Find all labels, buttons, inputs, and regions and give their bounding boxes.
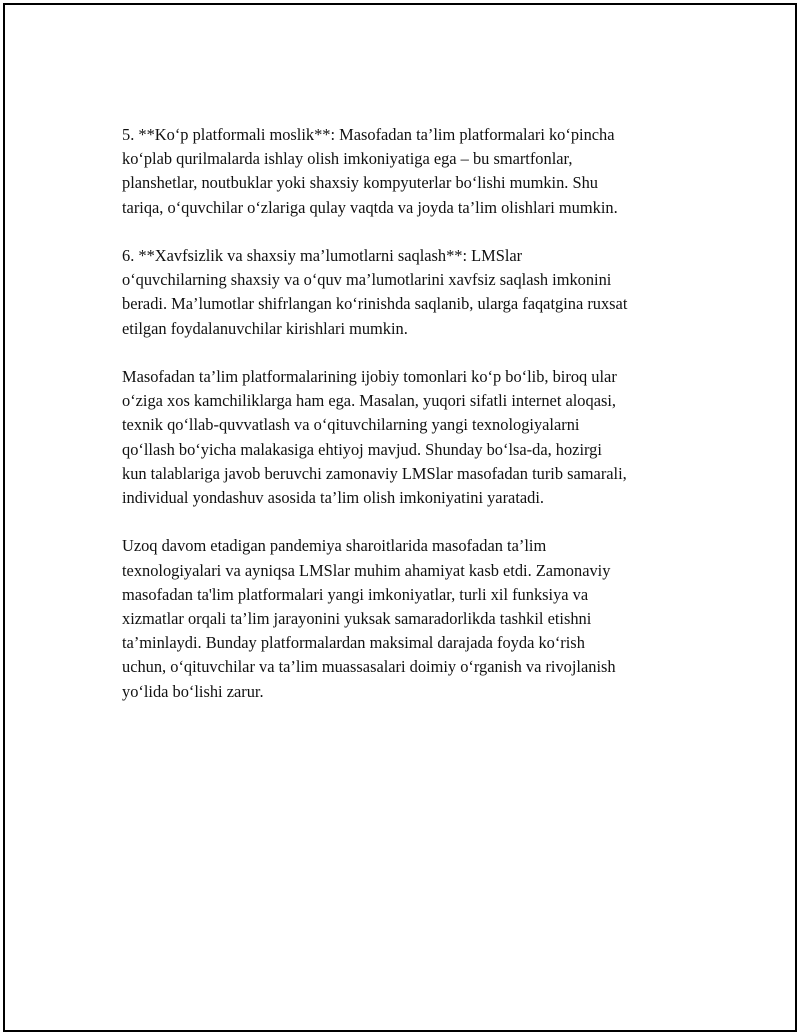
text-line: yo‘lida bo‘lishi zarur. xyxy=(122,681,264,701)
text-line: qo‘llash bo‘yicha malakasiga ehtiyoj mavjud. Shunday bo‘lsa-da, hozirgi xyxy=(122,439,602,459)
text-line: kun talablariga javob beruvchi zamonaviy LMSlar masofadan turib samarali, xyxy=(122,463,627,483)
text-line: ko‘plab qurilmalarda ishlay olish imkoniyatiga ega – bu smartfonlar, xyxy=(122,149,573,169)
text-line: Uzoq davom etadigan pandemiya sharoitlarida masofadan ta’lim xyxy=(122,536,547,556)
text-line: beradi. Ma’lumotlar shifrlangan ko‘rinishda saqlanib, ularga faqatgina ruxsat xyxy=(122,294,628,314)
text-line: planshetlar, noutbuklar yoki shaxsiy kompyuterlar bo‘lishi mumkin. Shu xyxy=(122,173,598,193)
text-line: o‘quvchilarning shaxsiy va o‘quv ma’lumotlarini xavfsiz saqlash imkonini xyxy=(122,270,612,290)
page-frame xyxy=(3,3,797,1032)
text-line: Masofadan ta’lim platformalarining ijobiy tomonlari ko‘p bo‘lib, biroq ular xyxy=(122,367,617,386)
text-line: 5. **Ko‘p platformali moslik**: Masofadan ta’lim platformalari ko‘pincha xyxy=(122,125,615,144)
page-body xyxy=(122,123,702,728)
paragraph-platform-compatibility xyxy=(122,123,702,220)
text-line: individual yondashuv asosida ta’lim olish imkoniyatini yaratadi. xyxy=(122,488,544,508)
text-line: tariqa, o‘quvchilar o‘zlariga qulay vaqtda va joyda ta’lim olishlari mumkin. xyxy=(122,197,618,217)
text-line: texnologiyalari va ayniqsa LMSlar muhim ahamiyat kasb etdi. Zamonaviy xyxy=(122,560,611,580)
text-line: masofadan ta'lim platformalari yangi imkoniyatlar, turli xil funksiya va xyxy=(122,584,589,604)
paragraph-conclusion xyxy=(122,534,702,703)
paragraph-security-privacy xyxy=(122,244,702,341)
text-line: ta’minlaydi. Bunday platformalardan maksimal darajada foyda ko‘rish xyxy=(122,633,585,653)
text-line: texnik qo‘llab-quvvatlash va o‘qituvchilarning yangi texnologiyalarni xyxy=(122,415,580,435)
text-line: xizmatlar orqali ta’lim jarayonini yuksak samaradorlikda tashkil etishni xyxy=(122,609,592,629)
text-line: etilgan foydalanuvchilar kirishlari mumkin. xyxy=(122,318,408,338)
text-line: 6. **Xavfsizlik va shaxsiy ma’lumotlarni saqlash**: LMSlar xyxy=(122,246,523,265)
text-line: uchun, o‘qituvchilar va ta’lim muassasalari doimiy o‘rganish va rivojlanish xyxy=(122,657,616,677)
paragraph-advantages-drawbacks xyxy=(122,365,702,510)
text-line: o‘ziga xos kamchiliklarga ham ega. Masalan, yuqori sifatli internet aloqasi, xyxy=(122,391,616,411)
